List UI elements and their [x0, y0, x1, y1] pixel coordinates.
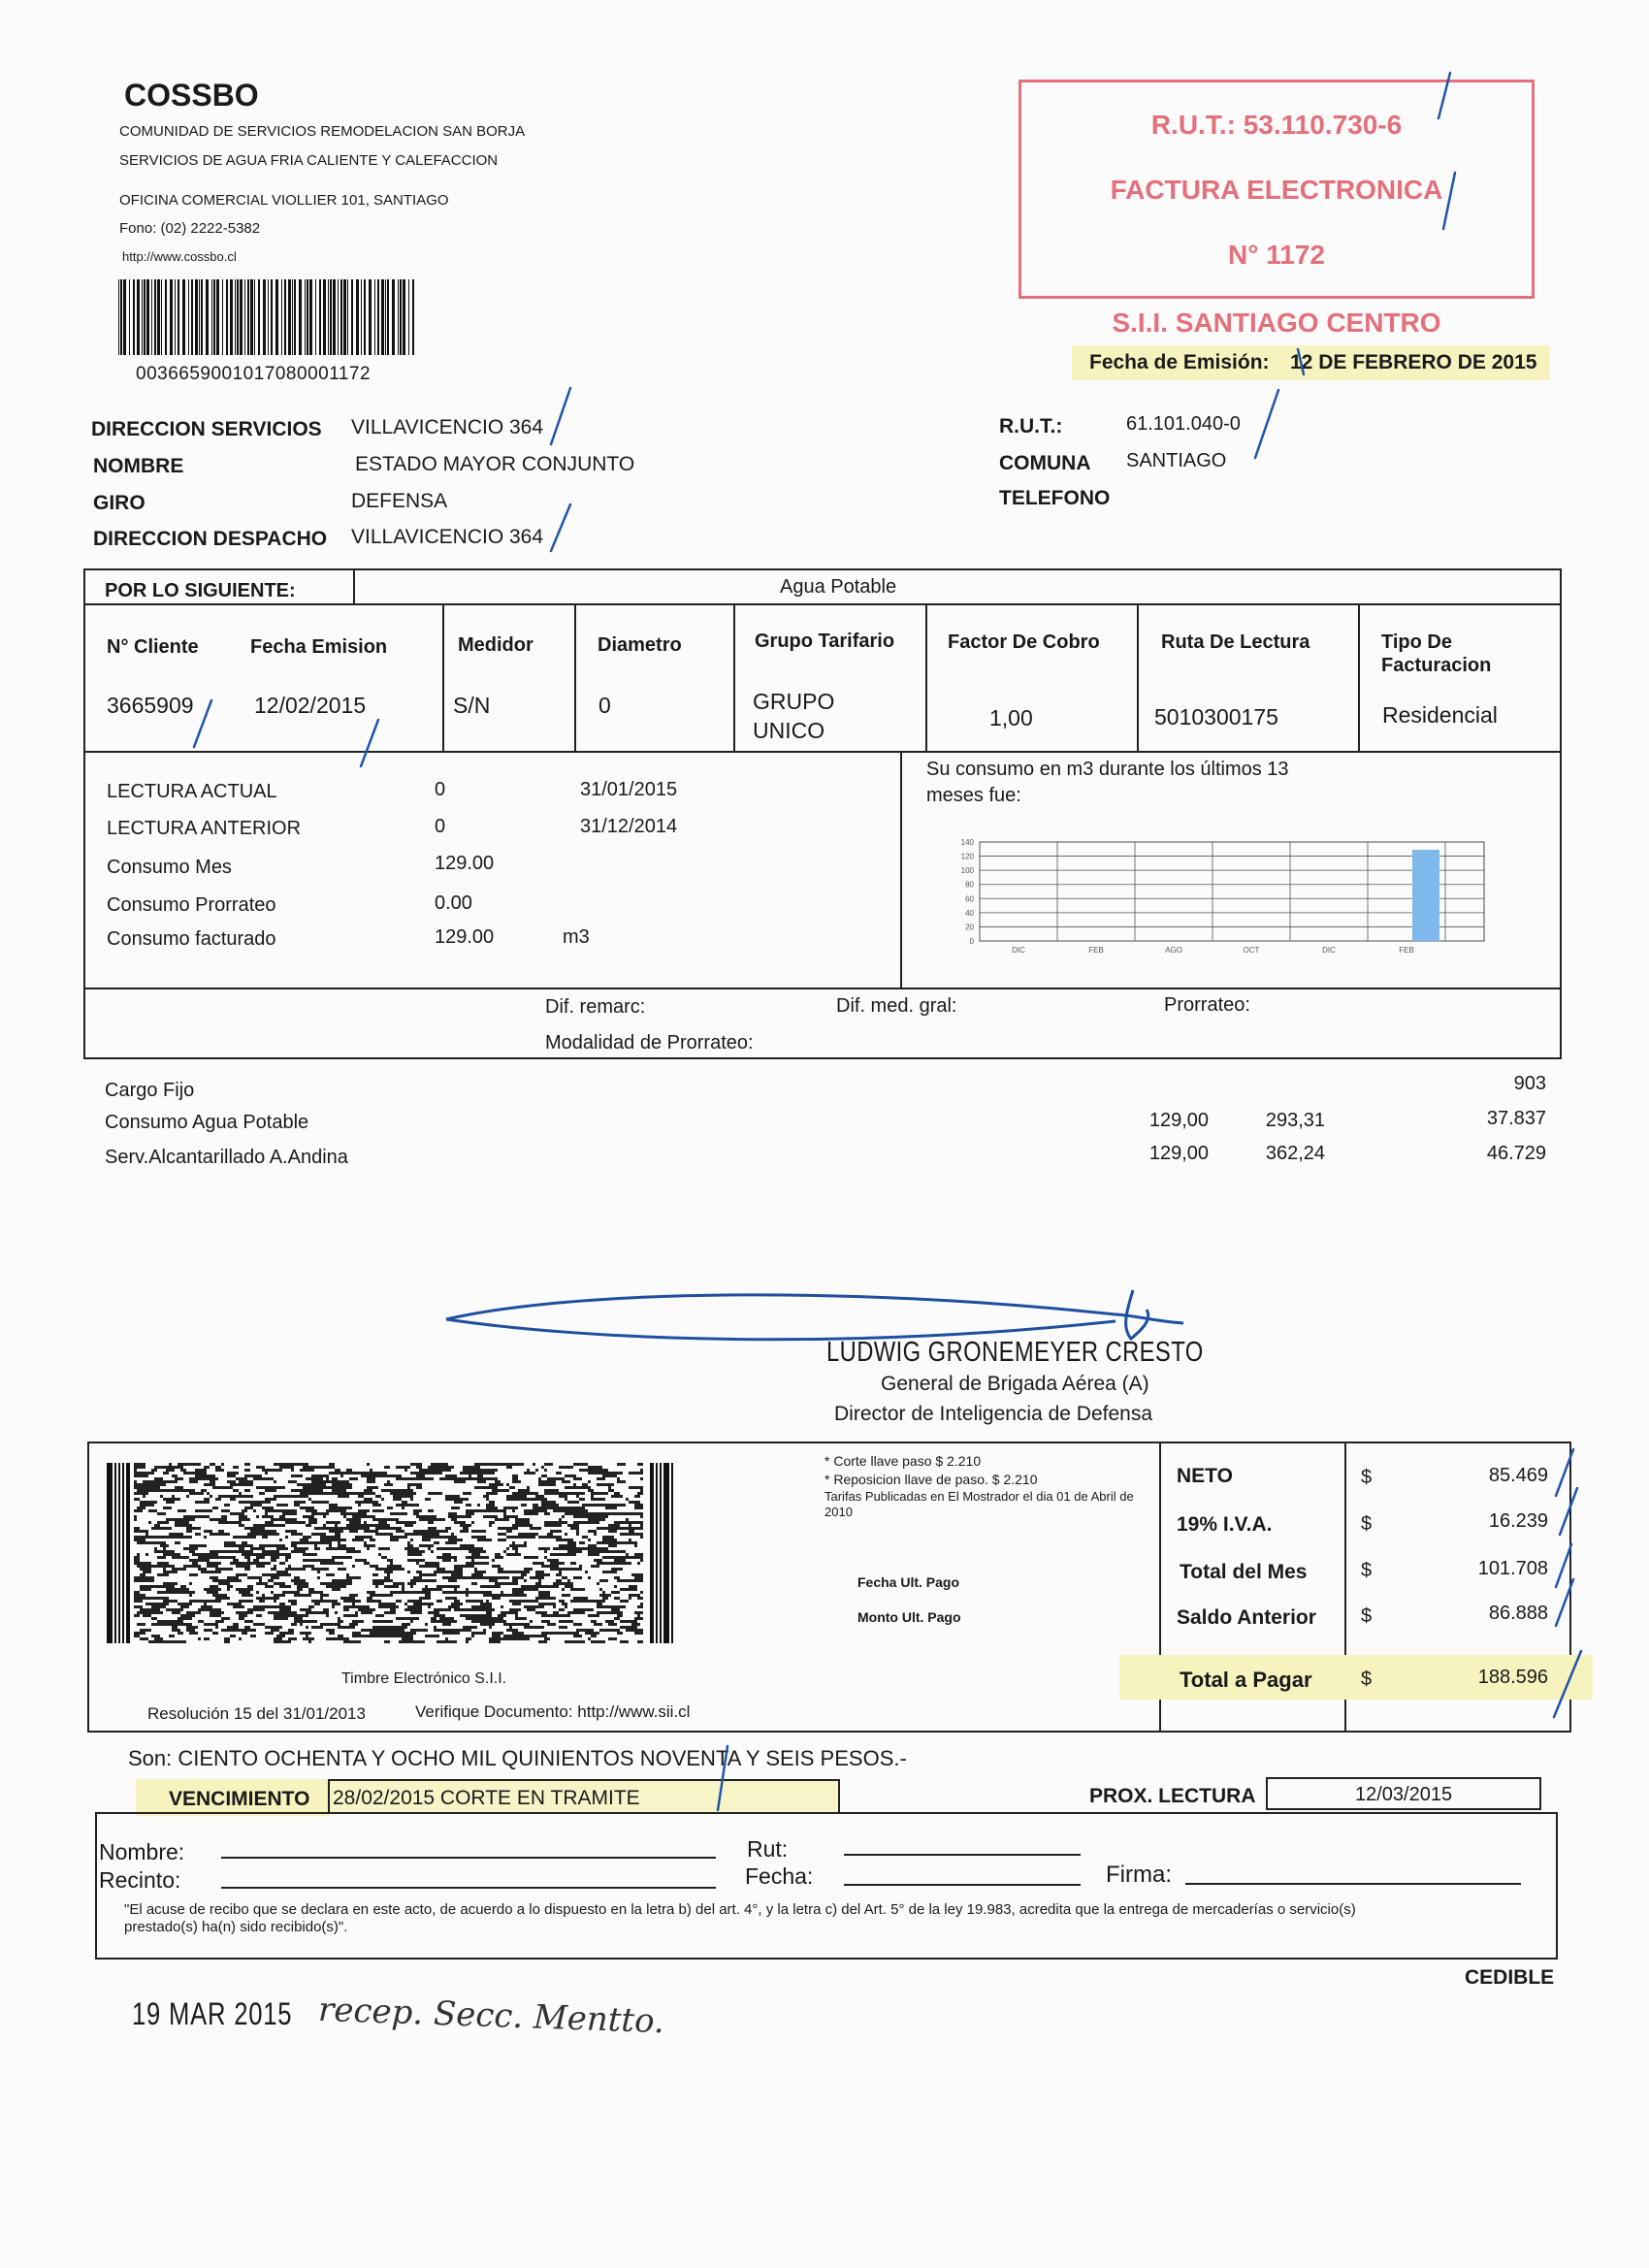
- comuna-label: COMUNA: [999, 452, 1091, 474]
- received-stamp-date: 19 MAR 2015: [132, 1996, 293, 2031]
- consumo-unit: m3: [563, 926, 590, 948]
- dir-servicios: VILLAVICENCIO 364: [351, 416, 544, 438]
- neto-currency: $: [1361, 1467, 1373, 1488]
- val-fecha-emision: 12/02/2015: [254, 693, 367, 718]
- charge-amount: 46.729: [1486, 1143, 1546, 1164]
- issue-date: 12 DE FEBRERO DE 2015: [1290, 351, 1537, 373]
- col-grupo: Grupo Tarifario: [755, 631, 895, 652]
- issuer-line2: SERVICIOS DE AGUA FRIA CALIENTE Y CALEFACCION: [119, 152, 499, 169]
- val-ruta: 5010300175: [1154, 704, 1278, 729]
- total-pagar-label: Total a Pagar: [1180, 1668, 1312, 1692]
- lectura-anterior-fecha: 31/12/2014: [580, 816, 678, 837]
- consumo-prorrateo-label: Consumo Prorrateo: [107, 894, 276, 916]
- timbre-2d-barcode: [107, 1463, 677, 1643]
- invoice-stamp-box: [1018, 80, 1535, 299]
- issuer-name: COSSBO: [124, 78, 259, 113]
- prorrateo: Prorrateo:: [1164, 994, 1250, 1016]
- charge-qty: 129,00: [1148, 1143, 1209, 1164]
- issuer-rut: R.U.T.: 53.110.730-6: [1150, 110, 1403, 140]
- timbre-resolucion: Resolución 15 del 31/01/2013: [147, 1704, 366, 1723]
- chart-ytick: 80: [965, 880, 974, 890]
- fecha-line[interactable]: [844, 1884, 1081, 1886]
- recinto-field-label: Recinto:: [99, 1867, 181, 1893]
- val-diametro: 0: [598, 693, 611, 718]
- issuer-phone: Fono: (02) 2222-5382: [119, 220, 261, 237]
- amount-in-words: Son: CIENTO OCHENTA Y OCHO MIL QUINIENTOS NOVENTA Y SEIS PESOS.-: [128, 1746, 907, 1770]
- timbre-label: Timbre Electrónico S.I.I.: [341, 1670, 507, 1687]
- nombre-label: NOMBRE: [93, 455, 184, 477]
- dir-despacho-label: DIRECCION DESPACHO: [93, 528, 328, 550]
- telefono-label: TELEFONO: [999, 487, 1111, 509]
- monto-ult-pago: Monto Ult. Pago: [857, 1609, 961, 1625]
- fecha-field-label: Fecha:: [745, 1863, 814, 1889]
- chart-xtick: FEB: [1088, 946, 1104, 955]
- chart-ytick: 120: [960, 852, 974, 861]
- charge-amount: 903: [1513, 1073, 1546, 1094]
- issuer-office: OFICINA COMERCIAL VIOLLIER 101, SANTIAGO: [119, 192, 449, 209]
- col-ruta: Ruta De Lectura: [1161, 632, 1310, 653]
- charge-price: 293,31: [1265, 1110, 1325, 1131]
- chart-xtick: DIC: [1322, 946, 1336, 955]
- chart-ytick: 0: [969, 937, 974, 946]
- cedible: CEDIBLE: [1465, 1966, 1555, 1989]
- customer-rut: 61.101.040-0: [1126, 413, 1241, 435]
- comuna: SANTIAGO: [1126, 450, 1227, 471]
- dif-remarc: Dif. remarc:: [545, 996, 646, 1018]
- nombre-line[interactable]: [221, 1857, 716, 1859]
- por-lo-siguiente: POR LO SIGUIENTE:: [105, 580, 296, 601]
- issuer-web: http://www.cossbo.cl: [122, 249, 237, 264]
- prox-lectura-label: PROX. LECTURA: [1089, 1785, 1256, 1807]
- col-fecha-emision: Fecha Emision: [250, 636, 388, 658]
- lectura-actual-label: LECTURA ACTUAL: [107, 781, 277, 802]
- consumo-prorrateo: 0.00: [435, 892, 472, 914]
- rut-field-label: Rut:: [747, 1836, 789, 1862]
- lectura-actual-fecha: 31/01/2015: [580, 779, 678, 800]
- chart-bar: [1412, 850, 1439, 941]
- col-diametro: Diametro: [598, 634, 682, 656]
- charge-qty: 129,00: [1148, 1110, 1209, 1131]
- charge-row: [105, 1075, 1546, 1104]
- rut-line[interactable]: [844, 1854, 1081, 1856]
- neto-value: 85.469: [1488, 1465, 1548, 1486]
- val-tipo: Residencial: [1382, 702, 1498, 728]
- prox-lectura-value: 12/03/2015: [1355, 1784, 1453, 1805]
- signer-rank: General de Brigada Aérea (A): [881, 1373, 1149, 1395]
- chart-xtick: FEB: [1399, 946, 1414, 955]
- chart-ytick: 40: [965, 908, 974, 918]
- barcode: [118, 279, 421, 355]
- iva-label: 19% I.V.A.: [1177, 1513, 1273, 1536]
- chart-ytick: 60: [965, 894, 974, 904]
- val-grupo: GRUPO UNICO: [753, 689, 835, 743]
- total-mes-label: Total del Mes: [1180, 1561, 1308, 1583]
- barcode-number: 0036659001017080001172: [136, 364, 372, 384]
- chart-frame: [980, 842, 1484, 941]
- consumo-facturado: 129.00: [435, 926, 495, 948]
- acuse-text: "El acuse de recibo que se declara en este acto, de acuerdo a lo dispuesto en la letra b) del art. 4°, y la letra c) del Art. 5° de la ley 19.983, acredita que la entrega de mercaderías o servicio(s) prestado(s) ha(n) sido recibido(s)".: [124, 1901, 1356, 1935]
- charge-price: 362,24: [1265, 1143, 1325, 1164]
- col-cliente: N° Cliente: [107, 636, 199, 658]
- receipt-box: [95, 1812, 1558, 1960]
- saldo-anterior-value: 86.888: [1488, 1603, 1548, 1624]
- giro-label: GIRO: [93, 492, 146, 514]
- consumption-chart: [920, 832, 1494, 958]
- neto-label: NETO: [1177, 1465, 1233, 1487]
- chart-xtick: OCT: [1243, 946, 1260, 955]
- consumo-mes-label: Consumo Mes: [107, 857, 232, 878]
- val-medidor: S/N: [453, 693, 491, 718]
- col-tipo: Tipo De Facturacion: [1381, 632, 1492, 676]
- col-medidor: Medidor: [458, 634, 534, 656]
- chart-title: Su consumo en m3 durante los últimos 13 meses fue:: [926, 759, 1289, 806]
- customer-rut-label: R.U.T.:: [999, 415, 1063, 437]
- total-pagar-value: 188.596: [1477, 1667, 1548, 1688]
- val-cliente: 3665909: [107, 693, 194, 718]
- lectura-actual: 0: [435, 779, 446, 800]
- consumo-facturado-label: Consumo facturado: [107, 928, 276, 950]
- charge-label: Consumo Agua Potable: [105, 1112, 309, 1133]
- timbre-verifique: Verifique Documento: http://www.sii.cl: [415, 1702, 691, 1721]
- lectura-anterior-label: LECTURA ANTERIOR: [107, 818, 302, 839]
- modalidad-prorrateo: Modalidad de Prorrateo:: [545, 1032, 754, 1053]
- giro: DEFENSA: [351, 490, 448, 512]
- charge-label: Cargo Fijo: [105, 1080, 195, 1101]
- val-factor: 1,00: [989, 705, 1033, 730]
- fecha-ult-pago: Fecha Ult. Pago: [857, 1574, 960, 1590]
- consumo-mes: 129.00: [435, 853, 495, 874]
- nombre: ESTADO MAYOR CONJUNTO: [355, 453, 635, 475]
- issue-date-label: Fecha de Emisión:: [1089, 351, 1270, 373]
- service-name: Agua Potable: [780, 576, 897, 598]
- chart-ytick: 140: [960, 838, 974, 847]
- charge-row: [105, 1104, 1546, 1133]
- note-corte: * Corte llave paso $ 2.210: [824, 1453, 982, 1469]
- total-pagar-currency: $: [1361, 1669, 1373, 1690]
- charge-label: Serv.Alcantarillado A.Andina: [105, 1147, 348, 1168]
- dif-med: Dif. med. gral:: [836, 995, 957, 1017]
- iva-value: 16.239: [1488, 1510, 1548, 1532]
- prox-lectura-field: [1266, 1777, 1541, 1810]
- chart-ytick: 100: [960, 866, 974, 876]
- note-reposicion: * Reposicion llave de paso. $ 2.210: [824, 1472, 1038, 1487]
- vencimiento-value: 28/02/2015 CORTE EN TRAMITE: [333, 1787, 640, 1809]
- total-mes-currency: $: [1361, 1560, 1373, 1581]
- lectura-anterior: 0: [435, 816, 446, 837]
- signer-position: Director de Inteligencia de Defensa: [834, 1403, 1153, 1425]
- saldo-anterior-label: Saldo Anterior: [1177, 1606, 1316, 1629]
- dir-servicios-label: DIRECCION SERVICIOS: [91, 418, 322, 440]
- recinto-line[interactable]: [221, 1887, 716, 1889]
- total-mes-value: 101.708: [1477, 1558, 1548, 1579]
- chart-ytick: 20: [965, 923, 974, 932]
- sii-office: S.I.I. SANTIAGO CENTRO: [1112, 308, 1441, 338]
- nombre-field-label: Nombre:: [99, 1839, 185, 1864]
- note-tarifas: Tarifas Publicadas en El Mostrador el dia 01 de Abril de 2010: [824, 1489, 1134, 1519]
- dir-despacho: VILLAVICENCIO 364: [351, 526, 544, 548]
- iva-currency: $: [1361, 1513, 1373, 1535]
- saldo-anterior-currency: $: [1361, 1605, 1373, 1627]
- firma-line[interactable]: [1185, 1883, 1521, 1885]
- vencimiento-label: VENCIMIENTO: [169, 1788, 310, 1810]
- col-factor: Factor De Cobro: [948, 632, 1100, 653]
- charge-amount: 37.837: [1486, 1108, 1546, 1129]
- charge-row: [105, 1139, 1546, 1168]
- firma-field-label: Firma:: [1106, 1862, 1172, 1888]
- issuer-line1: COMUNIDAD DE SERVICIOS REMODELACION SAN BORJA: [119, 123, 526, 140]
- handwritten-note: recep. Secc. Mentto.: [317, 1990, 665, 2042]
- chart-xtick: AGO: [1165, 946, 1182, 955]
- invoice-number: N° 1172: [1228, 240, 1325, 270]
- vencimiento-field: [328, 1779, 840, 1814]
- chart-xtick: DIC: [1012, 946, 1025, 955]
- invoice-type: FACTURA ELECTRONICA: [1110, 175, 1443, 205]
- signer-name: LUDWIG GRONEMEYER CRESTO: [826, 1337, 1204, 1368]
